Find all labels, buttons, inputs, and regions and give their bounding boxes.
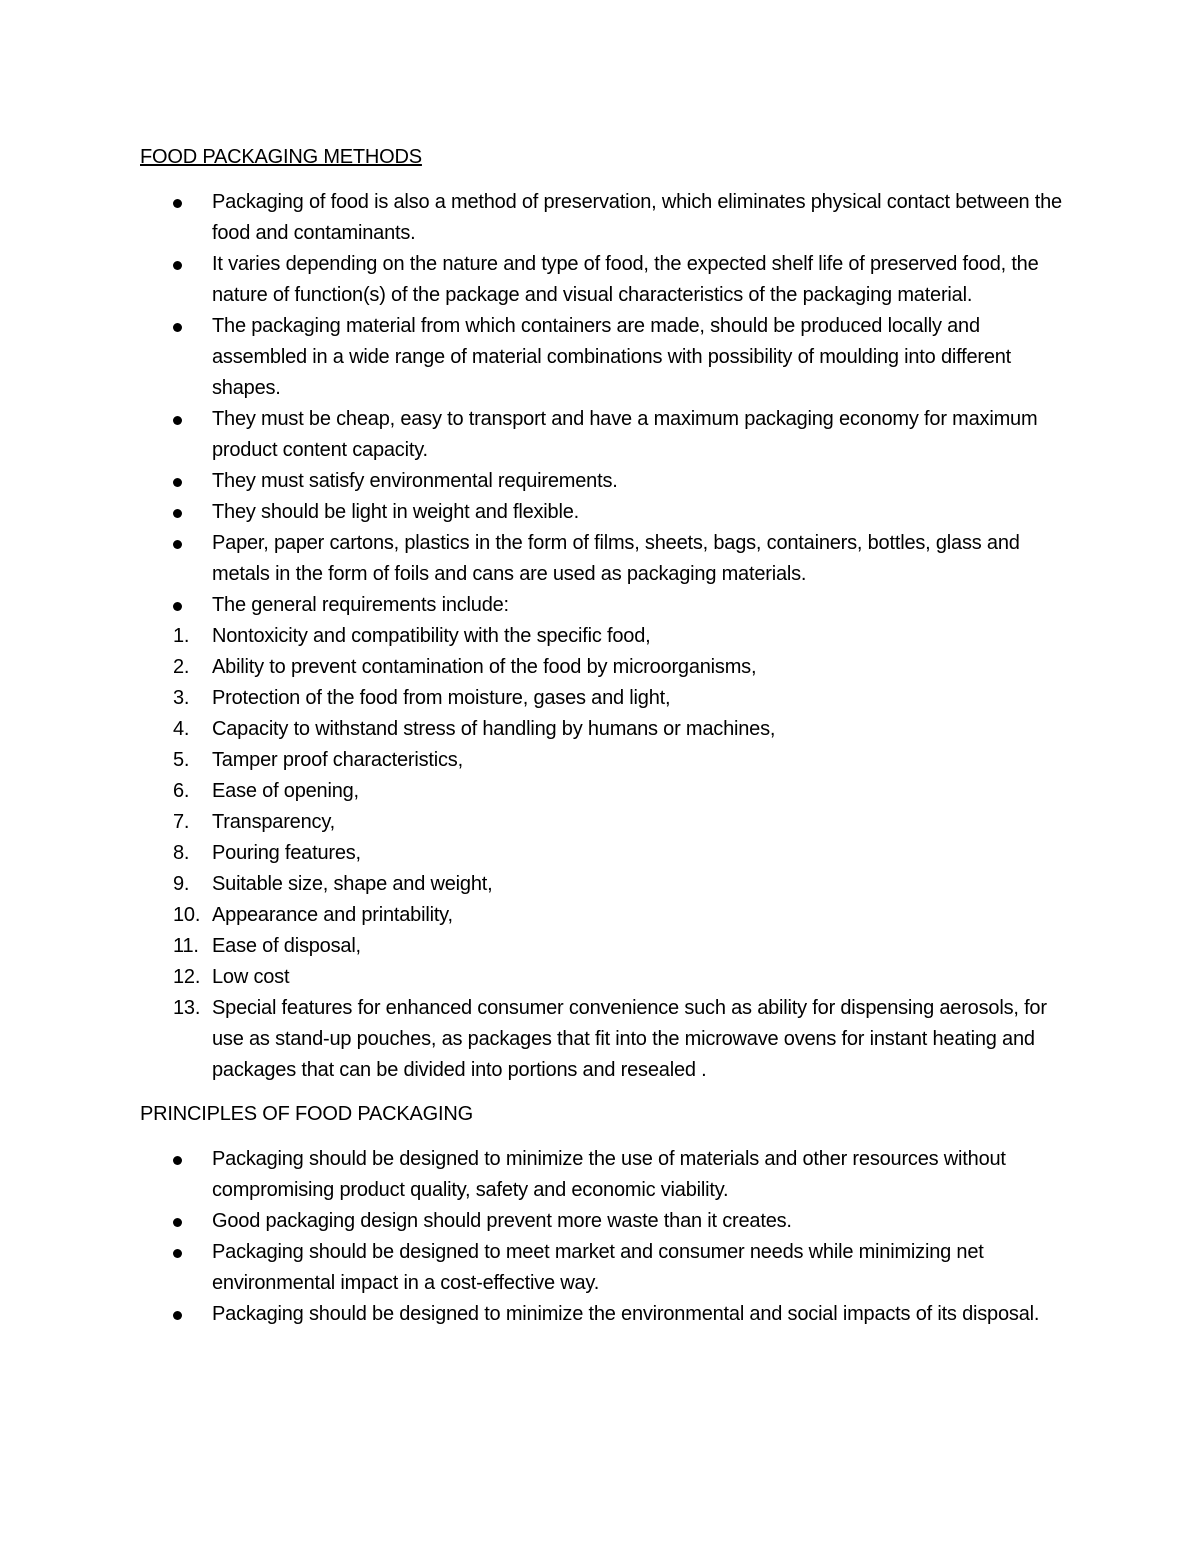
item-text: Transparency, <box>212 811 336 833</box>
principles-of-food-packaging-section <box>140 1100 1070 1330</box>
bullet-icon <box>173 540 182 549</box>
numbered-item <box>140 621 1070 652</box>
item-number: 11. <box>173 935 199 957</box>
item-number: 2. <box>173 656 190 678</box>
item-text: Appearance and printability, <box>212 904 453 926</box>
numbered-item <box>140 776 1070 807</box>
bullet-icon <box>173 261 182 270</box>
item-number: 5. <box>173 749 190 771</box>
bullet-item <box>140 404 1070 466</box>
bullet-text: They must satisfy environmental requirements. <box>212 470 618 492</box>
bullet-text: Paper, paper cartons, plastics in the form of films, sheets, bags, containers, bottles, glass and metals in the form of foils and cans are used as packaging materials. <box>212 532 1020 585</box>
section-heading-methods: FOOD PACKAGING METHODS <box>140 146 422 168</box>
section-heading-principles: PRINCIPLES OF FOOD PACKAGING <box>140 1103 473 1125</box>
item-text: Low cost <box>212 966 290 988</box>
bullet-item <box>140 187 1070 249</box>
numbered-item <box>140 993 1070 1086</box>
item-text: Capacity to withstand stress of handling by humans or machines, <box>212 718 776 740</box>
item-number: 3. <box>173 687 190 709</box>
item-number: 13. <box>173 997 201 1019</box>
bullet-item <box>140 1144 1070 1206</box>
numbered-item <box>140 900 1070 931</box>
numbered-item <box>140 714 1070 745</box>
bullet-item <box>140 249 1070 311</box>
item-number: 9. <box>173 873 190 895</box>
bullet-item <box>140 1237 1070 1299</box>
numbered-item <box>140 745 1070 776</box>
bullet-icon <box>173 509 182 518</box>
food-packaging-methods-section <box>140 143 1070 1086</box>
bullet-text: They must be cheap, easy to transport and have a maximum packaging economy for maximum product content capacity. <box>212 408 1038 461</box>
item-text: Nontoxicity and compatibility with the specific food, <box>212 625 651 647</box>
item-text: Ability to prevent contamination of the food by microorganisms, <box>212 656 757 678</box>
bullet-icon <box>173 1311 182 1320</box>
bullet-icon <box>173 478 182 487</box>
item-text: Ease of opening, <box>212 780 359 802</box>
item-text: Suitable size, shape and weight, <box>212 873 493 895</box>
item-text: Pouring features, <box>212 842 361 864</box>
numbered-item <box>140 807 1070 838</box>
item-text: Ease of disposal, <box>212 935 361 957</box>
item-number: 4. <box>173 718 190 740</box>
item-number: 8. <box>173 842 190 864</box>
numbered-item <box>140 869 1070 900</box>
item-number: 1. <box>173 625 190 647</box>
bullet-icon <box>173 602 182 611</box>
bullet-icon <box>173 323 182 332</box>
bullet-icon <box>173 199 182 208</box>
numbered-item <box>140 652 1070 683</box>
methods-bullet-list <box>140 187 1070 621</box>
item-text: Tamper proof characteristics, <box>212 749 463 771</box>
bullet-text: Packaging should be designed to minimize the environmental and social impacts of its disposal. <box>212 1303 1040 1325</box>
item-text: Special features for enhanced consumer convenience such as ability for dispensing aerosols, for use as stand-up pouches, as packages that fit into the microwave ovens for instant heating and packages that can be divided into portions and resealed . <box>212 997 1047 1081</box>
bullet-text: The general requirements include: <box>212 594 509 616</box>
numbered-item <box>140 683 1070 714</box>
bullet-text: The packaging material from which containers are made, should be produced locally and assembled in a wide range of material combinations with possibility of moulding into different shapes. <box>212 315 1012 399</box>
numbered-item <box>140 931 1070 962</box>
bullet-text: They should be light in weight and flexible. <box>212 501 579 523</box>
item-text: Protection of the food from moisture, gases and light, <box>212 687 671 709</box>
item-number: 12. <box>173 966 201 988</box>
bullet-item <box>140 497 1070 528</box>
bullet-text: Packaging should be designed to minimize the use of materials and other resources without compromising product quality, safety and economic viability. <box>212 1148 1006 1201</box>
bullet-icon <box>173 1156 182 1165</box>
bullet-text: It varies depending on the nature and type of food, the expected shelf life of preserved food, the nature of function(s) of the package and visual characteristics of the packaging material. <box>212 253 1039 306</box>
bullet-item <box>140 1299 1070 1330</box>
numbered-item <box>140 962 1070 993</box>
bullet-item <box>140 1206 1070 1237</box>
bullet-item <box>140 590 1070 621</box>
bullet-text: Packaging of food is also a method of preservation, which eliminates physical contact between the food and contaminants. <box>212 191 1062 244</box>
bullet-icon <box>173 416 182 425</box>
bullet-icon <box>173 1218 182 1227</box>
item-number: 7. <box>173 811 190 833</box>
requirements-numbered-list <box>140 621 1070 1086</box>
bullet-icon <box>173 1249 182 1258</box>
bullet-text: Good packaging design should prevent more waste than it creates. <box>212 1210 792 1232</box>
document-body <box>140 143 1070 1330</box>
principles-bullet-list <box>140 1144 1070 1330</box>
bullet-item <box>140 311 1070 404</box>
bullet-item <box>140 528 1070 590</box>
bullet-text: Packaging should be designed to meet market and consumer needs while minimizing net environmental impact in a cost-effective way. <box>212 1241 984 1294</box>
item-number: 6. <box>173 780 190 802</box>
item-number: 10. <box>173 904 201 926</box>
bullet-item <box>140 466 1070 497</box>
numbered-item <box>140 838 1070 869</box>
